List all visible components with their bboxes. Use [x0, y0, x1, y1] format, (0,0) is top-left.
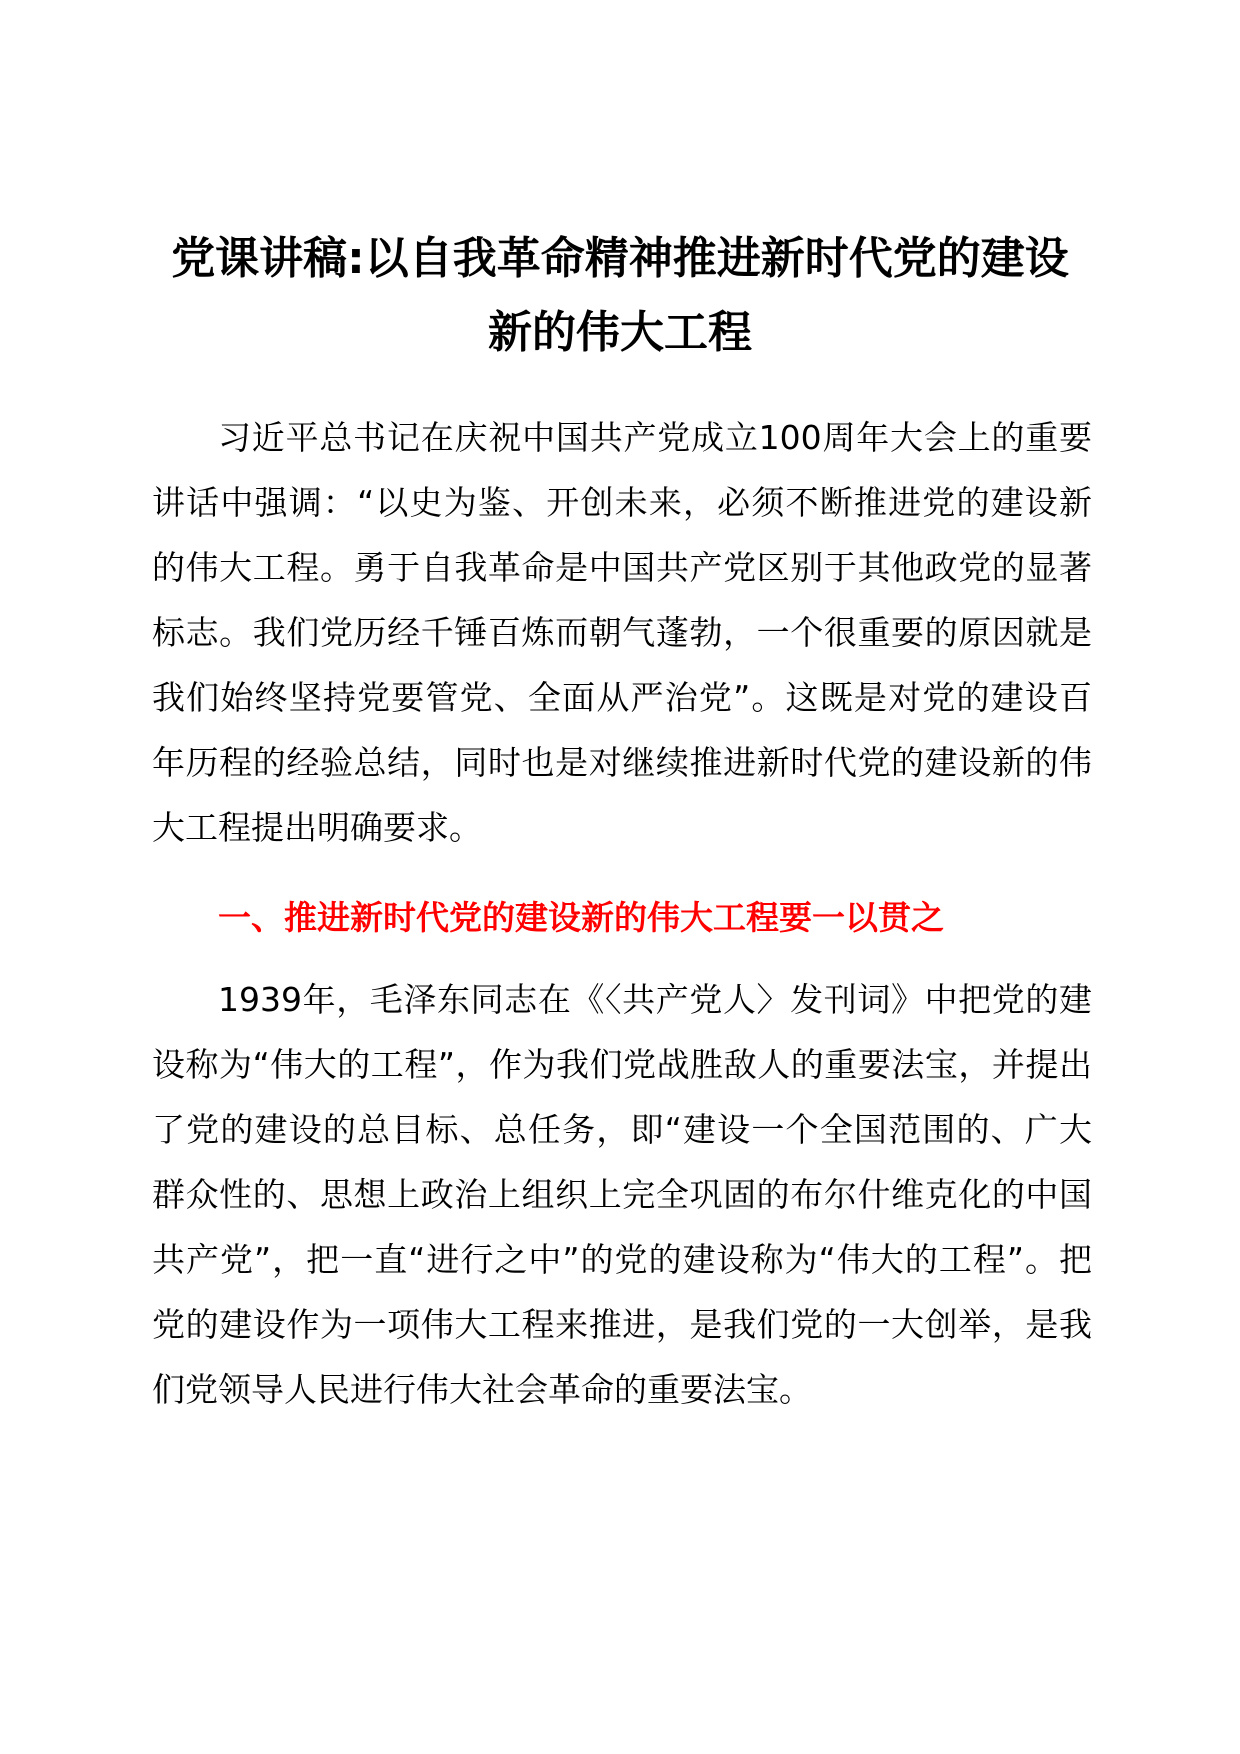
section-heading: 一、推进新时代党的建设新的伟大工程要一以贯之: [218, 898, 944, 937]
intro-paragraph: 习近平总书记在庆祝中国共产党成立100周年大会上的重要讲话中强调：“以史为鉴、开创未来，必须不断推进党的建设新的伟大工程。勇于自我革命是中国共产党区别于其他政党的显著标志。我们党历经千锤百炼而朝气蓬勃，一个很重要的原因就是我们始终坚持党要管党、全面从严治党”。这既是对党的建设百年历程的经验总结，同时也是对继续推进新时代党的建设新的伟大工程提出明确要求。: [152, 418, 1092, 847]
body-paragraph: 1939年，毛泽东同志在《〈共产党人〉发刊词》中把党的建设称为“伟大的工程”，作为我们党战胜敌人的重要法宝，并提出了党的建设的总目标、总任务，即“建设一个全国范围的、广大群众性的、思想上政治上组织上完全巩固的布尔什维克化的中国共产党”，把一直“进行之中”的党的建设称为“伟大的工程”。把党的建设作为一项伟大工程来推进，是我们党的一大创举，是我们党领导人民进行伟大社会革命的重要法宝。: [152, 980, 1092, 1409]
document-title: 党课讲稿:以自我革命精神推进新时代党的建设新的伟大工程: [171, 233, 1069, 358]
